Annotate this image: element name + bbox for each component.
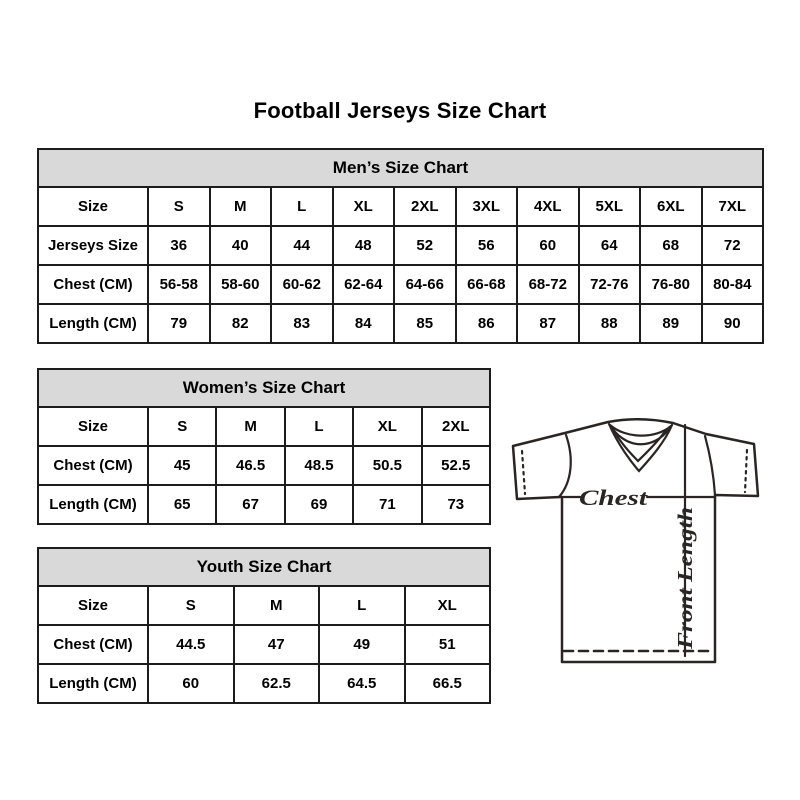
value-cell: 80-84 bbox=[702, 265, 764, 304]
value-cell: 90 bbox=[702, 304, 764, 343]
value-cell: 66.5 bbox=[405, 664, 491, 703]
value-cell: S bbox=[148, 407, 216, 446]
value-cell: M bbox=[234, 586, 320, 625]
table-row bbox=[38, 625, 490, 664]
table-row bbox=[38, 485, 490, 524]
value-cell: 60-62 bbox=[271, 265, 333, 304]
value-cell: 50.5 bbox=[353, 446, 421, 485]
jersey-outline-drawing bbox=[500, 400, 770, 680]
value-cell: 6XL bbox=[640, 187, 702, 226]
row-label-cell: Size bbox=[38, 586, 148, 625]
value-cell: 64.5 bbox=[319, 664, 405, 703]
value-cell: XL bbox=[405, 586, 491, 625]
value-cell: 44 bbox=[271, 226, 333, 265]
value-cell: S bbox=[148, 187, 210, 226]
value-cell: XL bbox=[333, 187, 395, 226]
value-cell: 87 bbox=[517, 304, 579, 343]
youth-size-chart-table bbox=[37, 547, 491, 704]
value-cell: XL bbox=[353, 407, 421, 446]
value-cell: 40 bbox=[210, 226, 272, 265]
value-cell: 58-60 bbox=[210, 265, 272, 304]
value-cell: 68 bbox=[640, 226, 702, 265]
table-row bbox=[38, 446, 490, 485]
chest-label: Chest bbox=[579, 485, 649, 510]
value-cell: 52 bbox=[394, 226, 456, 265]
jersey-body-outline bbox=[513, 419, 758, 662]
row-label-cell: Chest (CM) bbox=[38, 446, 148, 485]
value-cell: 46.5 bbox=[216, 446, 284, 485]
value-cell: 62-64 bbox=[333, 265, 395, 304]
table-row bbox=[38, 226, 763, 265]
value-cell: 89 bbox=[640, 304, 702, 343]
row-label-cell: Chest (CM) bbox=[38, 265, 148, 304]
table-header-band: Men’s Size Chart bbox=[38, 149, 763, 187]
value-cell: 69 bbox=[285, 485, 353, 524]
value-cell: 71 bbox=[353, 485, 421, 524]
row-label-cell: Chest (CM) bbox=[38, 625, 148, 664]
value-cell: 49 bbox=[319, 625, 405, 664]
jersey-measurement-diagram bbox=[500, 400, 770, 680]
value-cell: 45 bbox=[148, 446, 216, 485]
value-cell: 56-58 bbox=[148, 265, 210, 304]
value-cell: M bbox=[216, 407, 284, 446]
value-cell: 72-76 bbox=[579, 265, 641, 304]
row-label-cell: Jerseys Size bbox=[38, 226, 148, 265]
value-cell: 88 bbox=[579, 304, 641, 343]
page-title: Football Jerseys Size Chart bbox=[253, 98, 547, 123]
value-cell: 4XL bbox=[517, 187, 579, 226]
value-cell: 60 bbox=[148, 664, 234, 703]
value-cell: 67 bbox=[216, 485, 284, 524]
value-cell: 47 bbox=[234, 625, 320, 664]
womens-size-chart-table bbox=[37, 368, 491, 525]
table-header-band: Youth Size Chart bbox=[38, 548, 490, 586]
value-cell: L bbox=[319, 586, 405, 625]
value-cell: 44.5 bbox=[148, 625, 234, 664]
table-row bbox=[38, 407, 490, 446]
value-cell: 64-66 bbox=[394, 265, 456, 304]
value-cell: 36 bbox=[148, 226, 210, 265]
value-cell: 5XL bbox=[579, 187, 641, 226]
row-label-cell: Length (CM) bbox=[38, 485, 148, 524]
table-row bbox=[38, 187, 763, 226]
value-cell: 83 bbox=[271, 304, 333, 343]
value-cell: L bbox=[271, 187, 333, 226]
value-cell: 65 bbox=[148, 485, 216, 524]
table-row bbox=[38, 265, 763, 304]
value-cell: 2XL bbox=[422, 407, 490, 446]
table-row bbox=[38, 586, 490, 625]
value-cell: 48 bbox=[333, 226, 395, 265]
row-label-cell: Length (CM) bbox=[38, 664, 148, 703]
value-cell: 51 bbox=[405, 625, 491, 664]
value-cell: 85 bbox=[394, 304, 456, 343]
value-cell: 73 bbox=[422, 485, 490, 524]
value-cell: 68-72 bbox=[517, 265, 579, 304]
value-cell: 86 bbox=[456, 304, 518, 343]
mens-size-chart-table bbox=[37, 148, 764, 344]
table-row bbox=[38, 664, 490, 703]
value-cell: 76-80 bbox=[640, 265, 702, 304]
row-label-cell: Length (CM) bbox=[38, 304, 148, 343]
value-cell: 56 bbox=[456, 226, 518, 265]
value-cell: 52.5 bbox=[422, 446, 490, 485]
row-label-cell: Size bbox=[38, 187, 148, 226]
value-cell: 48.5 bbox=[285, 446, 353, 485]
value-cell: 72 bbox=[702, 226, 764, 265]
value-cell: 3XL bbox=[456, 187, 518, 226]
value-cell: 64 bbox=[579, 226, 641, 265]
value-cell: 60 bbox=[517, 226, 579, 265]
row-label-cell: Size bbox=[38, 407, 148, 446]
value-cell: M bbox=[210, 187, 272, 226]
value-cell: S bbox=[148, 586, 234, 625]
table-header-band: Women’s Size Chart bbox=[38, 369, 490, 407]
value-cell: L bbox=[285, 407, 353, 446]
value-cell: 7XL bbox=[702, 187, 764, 226]
value-cell: 66-68 bbox=[456, 265, 518, 304]
value-cell: 2XL bbox=[394, 187, 456, 226]
table-row bbox=[38, 304, 763, 343]
value-cell: 84 bbox=[333, 304, 395, 343]
value-cell: 82 bbox=[210, 304, 272, 343]
front-length-label: Front Length bbox=[673, 531, 697, 649]
value-cell: 62.5 bbox=[234, 664, 320, 703]
value-cell: 79 bbox=[148, 304, 210, 343]
